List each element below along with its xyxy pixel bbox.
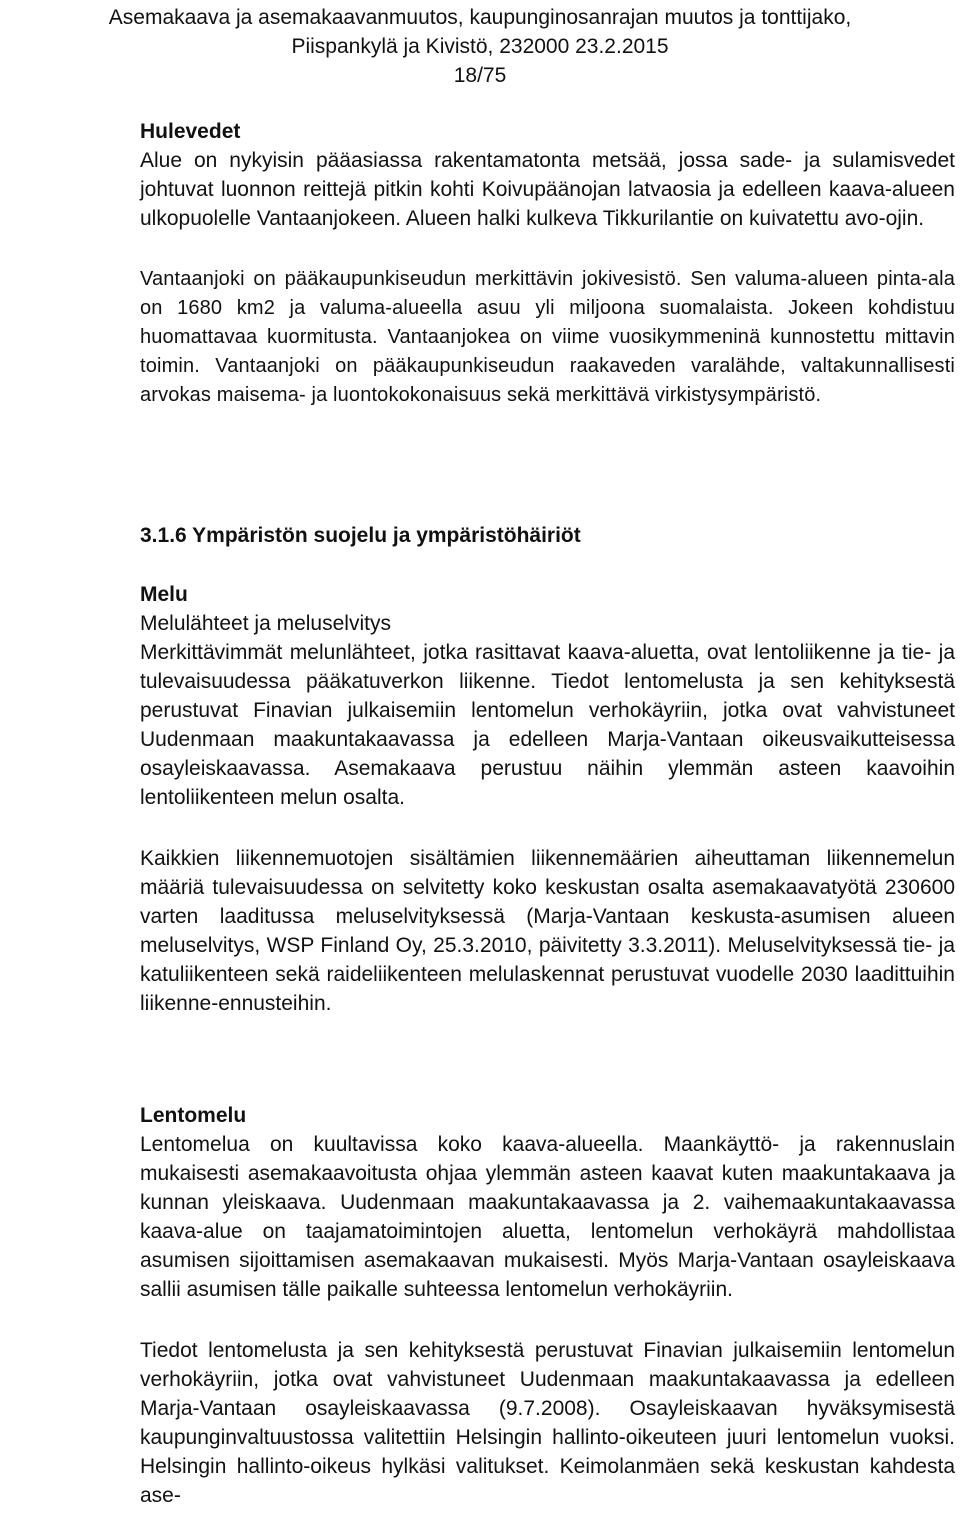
heading-melu: Melu	[140, 583, 188, 606]
paragraph-melu-2: Kaikkien liikennemuotojen sisältämien liikennemäärien aiheuttaman liikennemelun määriä tulevaisuudessa on selvitetty koko keskustan osalta asemakaavatyötä 230600 varten laaditussa meluselvityksessä (Marja-Vantaan keskusta-asumisen alueen meluselvitys, WSP Finland Oy, 25.3.2010, päivitetty 3.3.2011). Meluselvityksessä tie- ja katuliikenteen sekä raideliikenteen melulaskennat perustuvat vuodelle 2030 laadittuihin liikenne-ennusteihin.	[140, 847, 955, 1015]
paragraph-lentomelu-2: Tiedot lentomelusta ja sen kehityksestä perustuvat Finavian julkaisemiin lentomelun verhokäyriin, jotka ovat vahvistuneet Uudenmaan maakuntakaavassa ja edelleen Marja-Vantaan osayleiskaavassa (9.7.2008). Osayleiskaavan hyväksymisestä kaupunginvaltuustossa valitettiin Helsingin hallinto-oikeuteen juuri lentomelun vuoksi. Helsingin hallinto-oikeus hylkäsi valitukset. Keimolanmäen sekä keskustan kahdesta ase-	[140, 1339, 955, 1507]
paragraph-hulevedet-1: Alue on nykyisin pääasiassa rakentamatonta metsää, jossa sade- ja sulamisvedet johtuvat luonnon reittejä pitkin kohti Koivupäänojan latvaosia ja edelleen kaava-alueen ulkopuolelle Vantaanjokeen. Alueen halki kulkeva Tikkurilantie on kuivatettu avo-ojin.	[140, 149, 955, 230]
page-header	[0, 0, 960, 90]
heading-lentomelu: Lentomelu	[140, 1104, 247, 1127]
paragraph-hulevedet-2: Vantaanjoki on pääkaupunkiseudun merkittävin jokivesistö. Sen valuma-alueen pinta-ala on 1680 km2 ja valuma-alueella asuu yli miljoona suomalaista. Jokeen kohdistuu huomattavaa kuormitusta. Vantaanjokea on viime vuosikymmeninä kunnostettu mittavin toimin. Vantaanjoki on pääkaupunkiseudun raakaveden varalähde, valtakunnallisesti arvokas maisema- ja luontokokonaisuus sekä merkittävä virkistysympäristö.	[140, 268, 955, 406]
section-lentomelu	[140, 1101, 955, 1510]
heading-hulevedet: Hulevedet	[140, 120, 241, 143]
section-hulevedet	[140, 117, 955, 410]
subheading-melulahteet: Melulähteet ja meluselvitys	[140, 612, 391, 635]
paragraph-melu-1: Merkittävimmät melunlähteet, jotka rasittavat kaava-aluetta, ovat lentoliikenne ja tie- ja tulevaisuudessa pääkatuverkon liikenne. Tiedot lentomelusta ja sen kehityksestä perustuvat Finavian julkaisemiin lentomelun verhokäyriin, jotka ovat vahvistuneet Uudenmaan maakuntakaavassa ja edelleen Marja-Vantaan oikeusvaikutteisessa osayleiskaavassa. Asemakaava perustuu näihin ylemmän asteen kaavoihin lentoliikenteen melun osalta.	[140, 641, 955, 809]
header-title-line1: Asemakaava ja asemakaavanmuutos, kaupunginosanrajan muutos ja tonttijako,	[108, 6, 852, 29]
section-heading-3-1-6: 3.1.6 Ympäristön suojelu ja ympäristöhäiriöt	[140, 524, 581, 547]
page-number: 18/75	[453, 64, 507, 87]
paragraph-lentomelu-1: Lentomelua on kuultavissa koko kaava-alueella. Maankäyttö- ja rakennuslain mukaisesti asemakaavoitusta ohjaa ylemmän asteen kaavat kuten maakuntakaava ja kunnan yleiskaava. Uudenmaan maakuntakaavassa ja 2. vaihemaakuntakaavassa kaava-alue on taajamatoimintojen aluetta, lentomelun verhokäyrä mahdollistaa asumisen sijoittamisen asemakaavan mukaisesti. Myös Marja-Vantaan osayleiskaava sallii asumisen tälle paikalle suhteessa lentomelun verhokäyriin.	[140, 1133, 955, 1301]
header-title-line2: Piispankylä ja Kivistö, 232000 23.2.2015	[291, 35, 669, 58]
section-melu	[140, 580, 955, 1018]
